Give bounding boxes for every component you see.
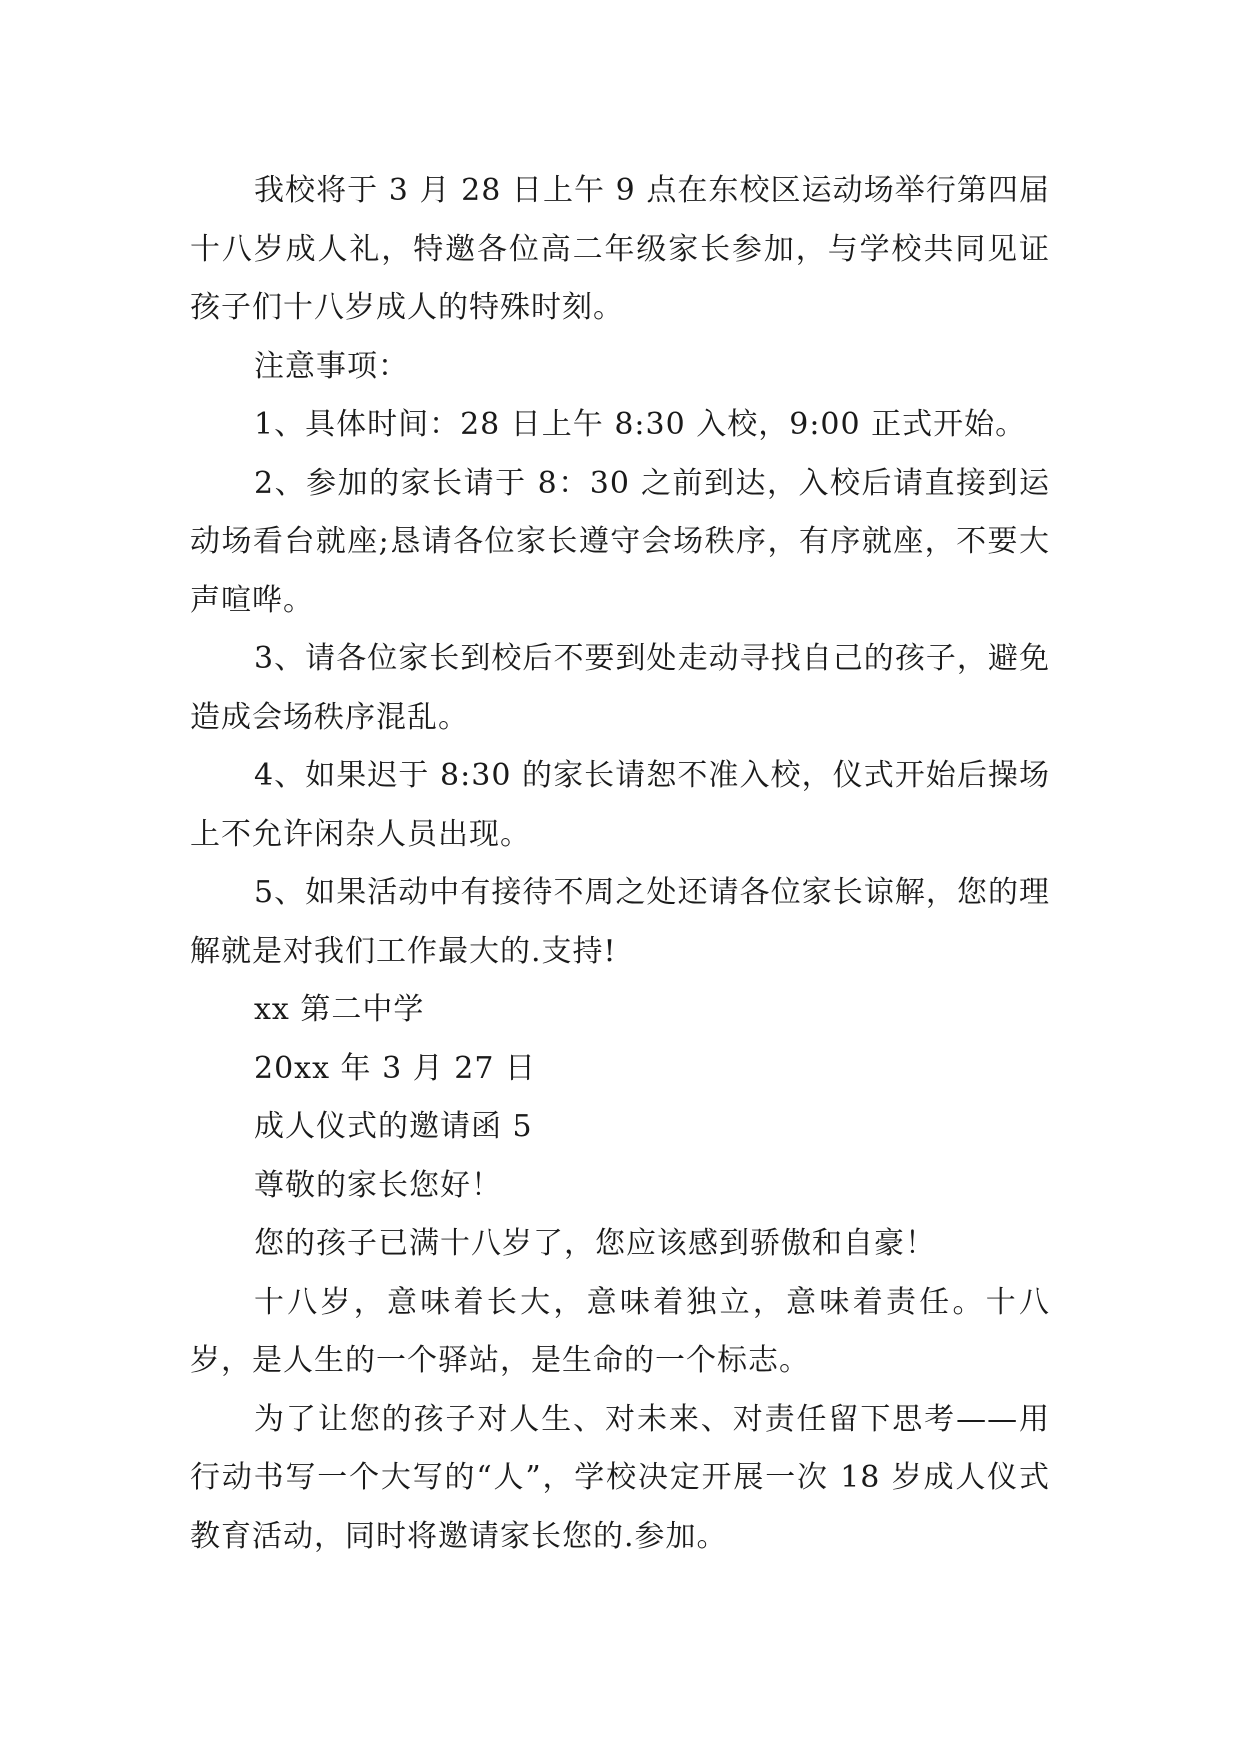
- greeting: 尊敬的家长您好！: [254, 1167, 502, 1203]
- signature-school: xx 第二中学: [254, 992, 425, 1027]
- body-paragraph-3: 为了让您的孩子对人生、对未来、对责任留下思考——用行动书写一个大写的“人”，学校决定开展一次 18 岁成人仪式教育活动，同时将邀请家长您的.参加。: [190, 1401, 1050, 1554]
- note-item-1: 1、具体时间：28 日上午 8:30 入校，9:00 正式开始。: [254, 407, 1027, 442]
- body-paragraph-2: 十八岁，意味着长大，意味着独立，意味着责任。十八岁，是人生的一个驿站，是生命的一个标志。: [190, 1284, 1050, 1378]
- note-item-5: 5、如果活动中有接待不周之处还请各位家长谅解，您的理解就是对我们工作最大的.支持!: [190, 875, 1050, 969]
- signature-date: 20xx 年 3 月 27 日: [254, 1050, 536, 1086]
- note-item-3: 3、请各位家长到校后不要到处走动寻找自己的孩子，避免造成会场秩序混乱。: [190, 641, 1050, 735]
- section-title: 成人仪式的邀请函 5: [254, 1109, 533, 1144]
- document-body: [190, 162, 1050, 1566]
- intro-paragraph: 我校将于 3 月 28 日上午 9 点在东校区运动场举行第四届十八岁成人礼，特邀各位高二年级家长参加，与学校共同见证孩子们十八岁成人的特殊时刻。: [190, 173, 1050, 325]
- note-item-2: 2、参加的家长请于 8：30 之前到达，入校后请直接到运动场看台就座;恳请各位家长遵守会场秩序，有序就座，不要大声喧哗。: [190, 465, 1050, 618]
- notes-heading: 注意事项：: [254, 348, 409, 384]
- note-item-4: 4、如果迟于 8:30 的家长请恕不准入校，仪式开始后操场上不允许闲杂人员出现。: [190, 758, 1050, 852]
- body-paragraph-1: 您的孩子已满十八岁了，您应该感到骄傲和自豪！: [254, 1226, 936, 1261]
